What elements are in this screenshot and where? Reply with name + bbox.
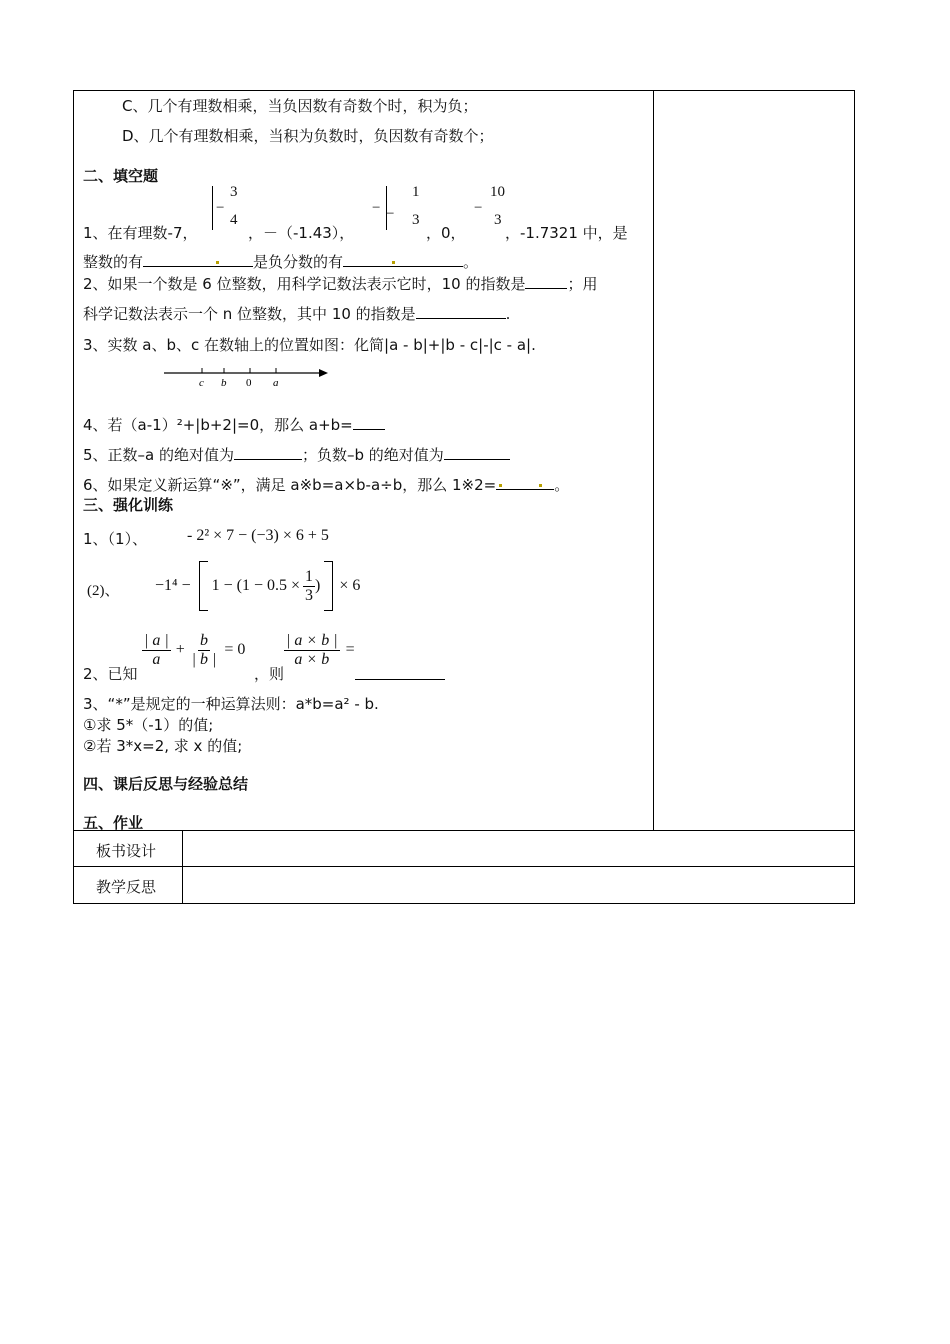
q1-negfrac-blank[interactable] bbox=[343, 252, 463, 267]
q2-line2: 科学记数法表示一个 n 位整数，其中 10 的指数是 . bbox=[83, 305, 511, 323]
q2-blank-2[interactable] bbox=[416, 304, 506, 319]
q6-text: 6、如果定义新运算“※”，满足 a※b=a×b-a÷b，那么 1※2= 。 bbox=[83, 476, 570, 494]
axis-label-c: c bbox=[199, 377, 204, 389]
q2-line1: 2、如果一个数是 6 位整数，用科学记数法表示它时，10 的指数是 ；用 bbox=[83, 275, 598, 293]
s3-q2-answer-blank[interactable] bbox=[355, 679, 445, 680]
s3-q1b-expr: −1⁴ − 1 − (1 − 0.5 × $\frac{1}{3}$ ) × 6 bbox=[155, 558, 360, 614]
q6-blank[interactable] bbox=[496, 475, 554, 490]
s3-q2-then: ，则 bbox=[254, 665, 285, 683]
s3-q2-given: $\frac{| a |}{a}$ + $\frac{b}{| b |}$ = 0 bbox=[144, 631, 246, 668]
q1-negfrac-label: 是负分数的有 bbox=[253, 253, 344, 271]
s3-q2-target: $\frac{| a \times b |}{a \times b}$ = bbox=[286, 631, 355, 668]
q1-integers-blank[interactable] bbox=[143, 252, 253, 267]
board-design-cell[interactable] bbox=[183, 831, 853, 866]
axis-label-0: 0 bbox=[246, 377, 252, 389]
q1-end: ，-1.7321 中，是 bbox=[505, 224, 628, 242]
s3-q1-label: 1、（1）、 bbox=[83, 530, 148, 548]
q4-blank[interactable] bbox=[353, 415, 385, 430]
s3-q1-expr: - 2² × 7 − (−3) × 6 + 5 bbox=[187, 527, 329, 544]
teaching-reflection-cell[interactable] bbox=[183, 867, 853, 902]
s3-q3-line3: ②若 3*x=2, 求 x 的值; bbox=[83, 737, 243, 755]
s3-q2-label: 2、已知 bbox=[83, 665, 138, 683]
section2-title: 二、填空题 bbox=[83, 167, 159, 185]
q2-blank-1[interactable] bbox=[525, 274, 567, 289]
option-c: C、几个有理数相乘，当负因数有奇数个时，积为负； bbox=[122, 97, 478, 115]
teaching-reflection-label: 教学反思 bbox=[96, 878, 157, 896]
section5-title: 五、作业 bbox=[83, 814, 144, 832]
axis-label-b: b bbox=[221, 377, 227, 389]
q3-text: 3、实数 a、b、c 在数轴上的位置如图：化简|a - b|+|b - c|-|c - a|. bbox=[83, 336, 536, 354]
section4-title: 四、课后反思与经验总结 bbox=[83, 775, 249, 793]
number-line bbox=[160, 362, 335, 390]
q1-mid: ，－（-1.43）， bbox=[248, 224, 355, 242]
q1-integers-label: 整数的有 bbox=[83, 253, 144, 271]
q5-text: 5、正数–a 的绝对值为 ；负数–b 的绝对值为 bbox=[83, 444, 510, 465]
s3-q1b-label: (2)、 bbox=[87, 583, 120, 599]
q5-blank-1[interactable] bbox=[234, 445, 302, 460]
section3-title: 三、强化训练 bbox=[83, 496, 174, 514]
s3-q3-line2: ①求 5*（-1）的值; bbox=[83, 716, 214, 734]
q1-zero: ，0， bbox=[426, 224, 466, 242]
board-design-label: 板书设计 bbox=[96, 842, 157, 860]
q4-text: 4、若（a-1）²+|b+2|=0，那么 a+b= bbox=[83, 414, 385, 435]
s3-q3-line1: 3、“*”是规定的一种运算法则：a*b=a² - b. bbox=[83, 695, 379, 713]
option-d: D、几个有理数相乘，当积为负数时，负因数有奇数个； bbox=[122, 127, 494, 145]
axis-label-a: a bbox=[273, 377, 279, 389]
right-column-divider bbox=[653, 90, 654, 830]
q1-line2: 整数的有 是负分数的有 。 bbox=[83, 253, 479, 271]
q1-prefix: 1、在有理数-7， bbox=[83, 224, 198, 242]
q5-blank-2[interactable] bbox=[444, 445, 510, 460]
